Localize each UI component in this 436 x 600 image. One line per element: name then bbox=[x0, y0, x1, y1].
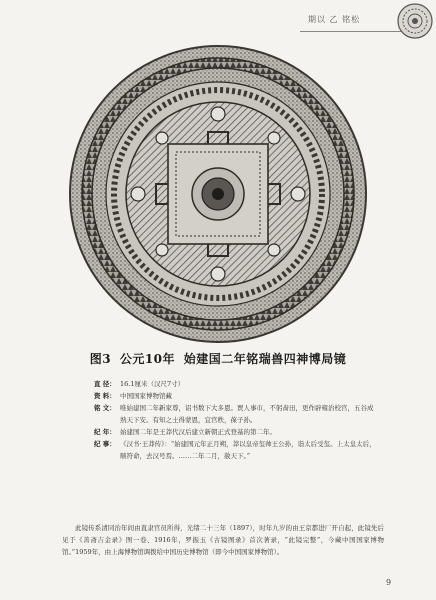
detail-value: 始建国二年是王莽代汉后建立新朝正式登基的第二年。 bbox=[120, 428, 276, 436]
figure-caption bbox=[0, 350, 436, 367]
detail-label: 直 径： bbox=[94, 380, 116, 388]
detail-row-year bbox=[94, 426, 376, 438]
bronze-mirror-illustration bbox=[56, 44, 380, 344]
detail-label: 资 料： bbox=[94, 392, 116, 400]
detail-label: 纪 事： bbox=[94, 440, 116, 448]
detail-value: 16.1厘米（汉尺7寸） bbox=[120, 380, 185, 388]
running-header-text: 期以 乙 铭松 bbox=[308, 14, 361, 24]
running-header bbox=[308, 8, 360, 30]
detail-row-source bbox=[94, 390, 376, 402]
detail-label: 铭 文： bbox=[94, 404, 116, 412]
figure-label: 图3 bbox=[89, 352, 112, 366]
header-rule bbox=[300, 31, 410, 32]
figure-date: 公元10年 bbox=[119, 352, 176, 366]
detail-value: 唯始建国二年新家尊，诏书数下大多恩。贾人事市，不躬啬田，更作辟雍治校官，五谷成熟天下安。有知之士得蒙恩，宜官秩，葆子孙。 bbox=[120, 404, 374, 424]
detail-row-diameter bbox=[94, 378, 376, 390]
detail-value: 中国国家博物馆藏 bbox=[120, 392, 172, 400]
detail-row-record bbox=[94, 438, 376, 462]
detail-row-inscription bbox=[94, 402, 376, 426]
detail-label: 纪 年： bbox=[94, 428, 116, 436]
figure-title: 始建国二年铭瑞兽四神博局镜 bbox=[183, 352, 347, 366]
detail-list bbox=[94, 378, 376, 462]
bronze-mirror-photo bbox=[56, 44, 380, 344]
page-number: 9 bbox=[386, 578, 392, 587]
corner-ornament-icon bbox=[396, 2, 434, 40]
body-paragraph: 此镜传系清同治年间由直隶官员所得，光绪二十三年（1897），时年九岁的由王京都进厂开自起，此镜先后见于《善斋吉金录》图一卷、1916年，罗振玉《古镜图录》首次著录，“此镜完整”，今藏中国国家博物馆。”1959年，由上海博物馆调拨给中国历史博物馆（即今中国国家博物馆）。 bbox=[62, 523, 384, 556]
detail-value: 《汉书·王莽传》：“始建国元年正月朔，莽以皇帝玺帅王公孙，诣太后受玺。上太皇太后，顺符命，去汉号焉。……二年二月，赦天下。” bbox=[120, 440, 376, 460]
